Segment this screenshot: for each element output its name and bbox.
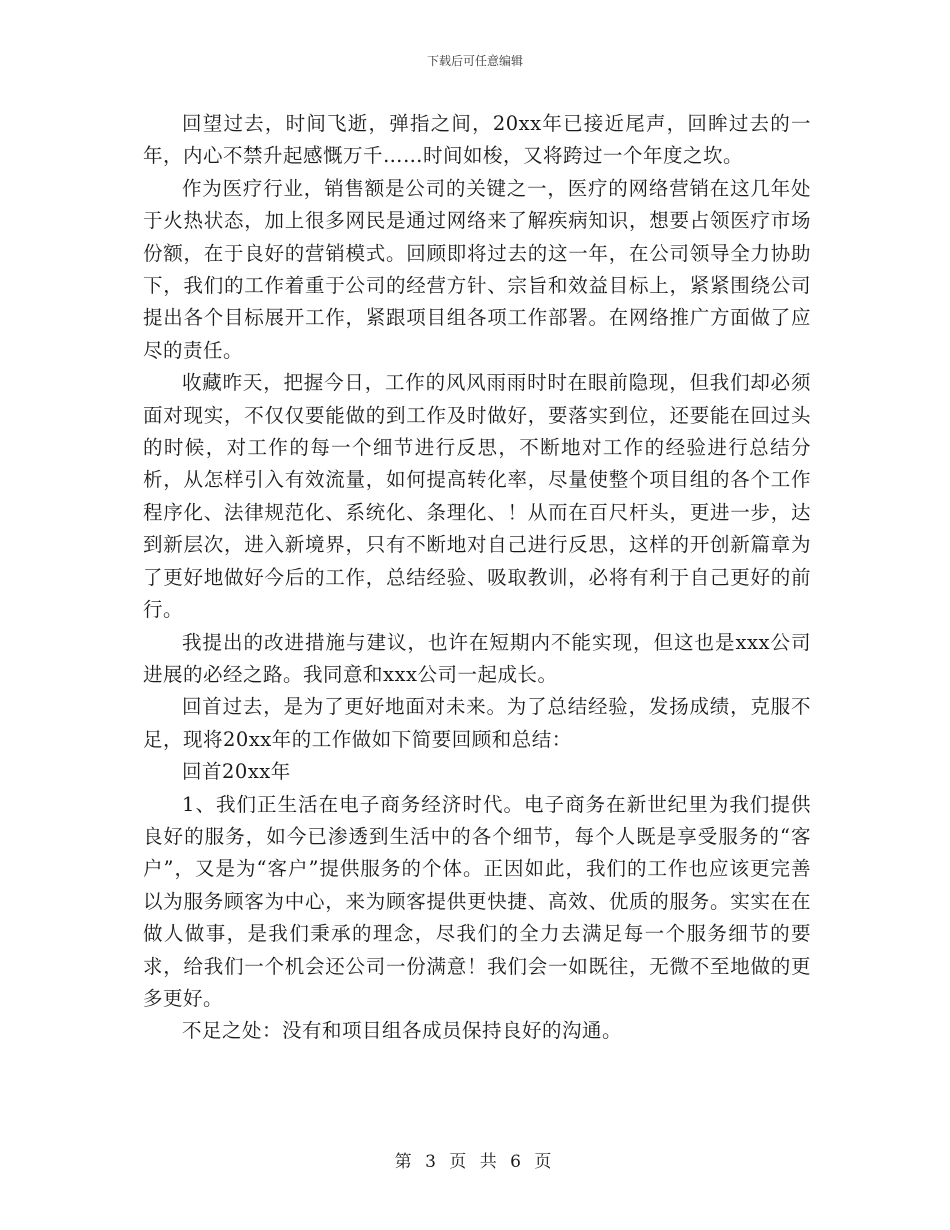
- paragraph-2: 作为医疗行业，销售额是公司的关键之一，医疗的网络营销在这几年处于火热状态，加上很多网民是通过网络来了解疾病知识，想要占领医疗市场份额，在于良好的营销模式。回顾即将过去的这一年，在公司领导全力协助下，我们的工作着重于公司的经营方针、宗旨和效益目标上，紧紧围绕公司提出各个目标展开工作，紧跟项目组各项工作部署。在网络推广方面做了应尽的责任。: [143, 176, 811, 362]
- paragraph-1: 回望过去，时间飞逝，弹指之间，20xx年已接近尾声，回眸过去的一年，内心不禁升起感慨万千……时间如梭，又将跨过一个年度之坎。: [143, 112, 811, 168]
- page-header-note: 下载后可任意编辑: [426, 54, 523, 68]
- paragraph-3: 收藏昨天，把握今日，工作的风风雨雨时时在眼前隐现，但我们却必须面对现实，不仅仅要能做的到工作及时做好，要落实到位，还要能在回过头的时候，对工作的每一个细节进行反思，不断地对工作的经验进行总结分析，从怎样引入有效流量，如何提高转化率，尽量使整个项目组的各个工作程序化、法律规范化、系统化、条理化、！从而在百尺杆头，更进一步，达到新层次，进入新境界，只有不断地对自己进行反思，这样的开创新篇章为了更好地做好今后的工作，总结经验、吸取教训，必将有利于自己更好的前行。: [143, 371, 811, 622]
- document-body: [143, 108, 811, 1048]
- paragraph-8: 不足之处：没有和项目组各成员保持良好的沟通。: [182, 1019, 623, 1043]
- section-heading: 回首20xx年: [182, 760, 291, 784]
- paragraph-4: 我提出的改进措施与建议，也许在短期内不能实现，但这也是xxx公司进展的必经之路。我同意和xxx公司一起成长。: [143, 630, 811, 686]
- paragraph-5: 回首过去，是为了更好地面对未来。为了总结经验，发扬成绩，克服不足，现将20xx年的工作做如下简要回顾和总结：: [143, 695, 811, 751]
- paragraph-7: 1、我们正生活在电子商务经济时代。电子商务在新世纪里为我们提供良好的服务，如今已渗透到生活中的各个细节，每个人既是享受服务的“客户”，又是为“客户”提供服务的个体。正因如此，我们的工作也应该更完善以为服务顾客为中心，来为顾客提供更快捷、高效、优质的服务。实实在在做人做事，是我们秉承的理念，尽我们的全力去满足每一个服务细节的要求，给我们一个机会还公司一份满意！我们会一如既往，无微不至地做的更多更好。: [143, 792, 811, 1010]
- page-number: 第 3 页 共 6 页: [394, 1152, 556, 1172]
